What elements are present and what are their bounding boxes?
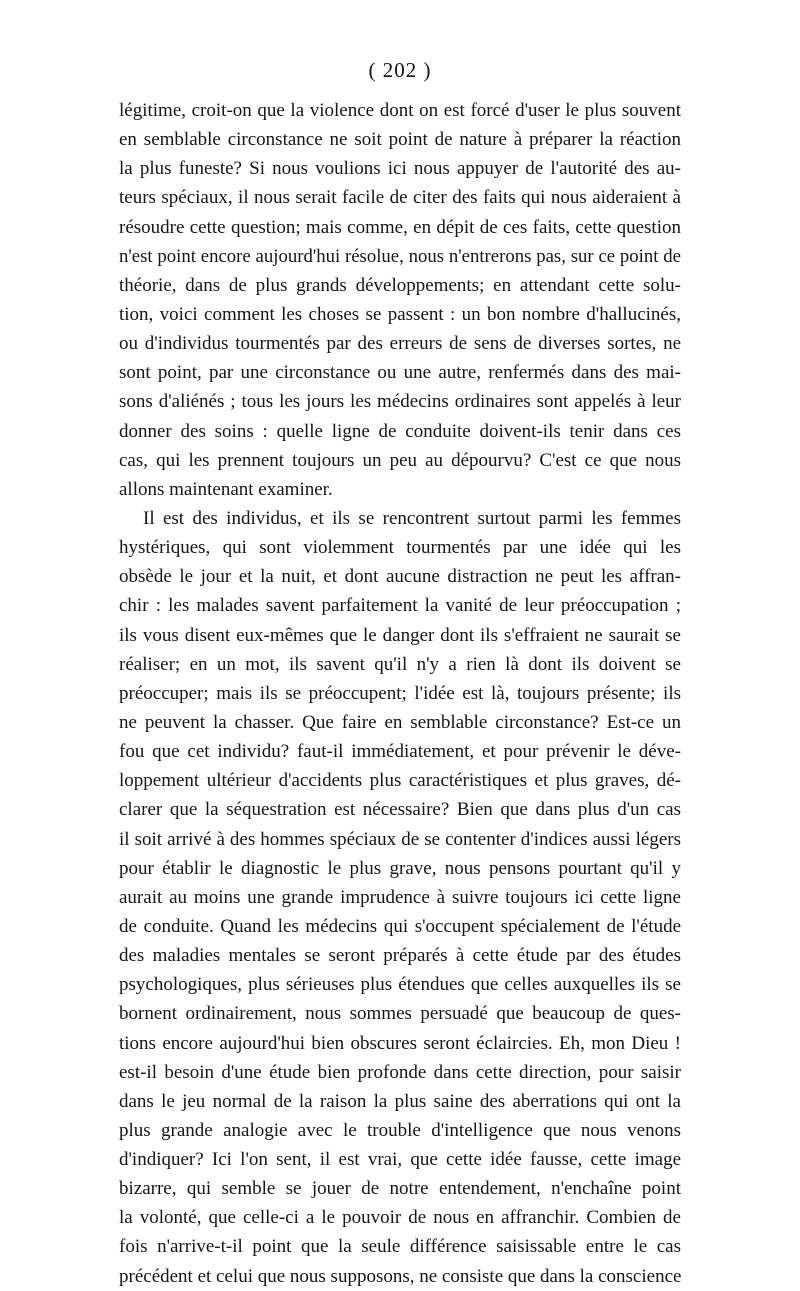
text-line: d'indiquer? Ici l'on sent, il est vrai, que cette idée fausse, cette image (119, 1149, 681, 1171)
text-line: chir : les malades savent parfaitement la vanité de leur préoccupation ; (119, 595, 681, 617)
text-line: n'est point encore aujourd'hui résolue, nous n'entrerons pas, sur ce point de (119, 245, 681, 267)
text-line: hystériques, qui sont violemment tourmentés par une idée qui les (119, 537, 681, 559)
text-line: en semblable circonstance ne soit point de nature à préparer la réaction (119, 129, 681, 151)
text-line: loppement ultérieur d'accidents plus caractéristiques et plus graves, dé- (119, 770, 681, 792)
text-line: est-il besoin d'une étude bien profonde dans cette direction, pour saisir (119, 1061, 681, 1083)
text-line: donner des soins : quelle ligne de conduite doivent-ils tenir dans ces (119, 420, 681, 442)
text-line: légitime, croit-on que la violence dont on est forcé d'user le plus souvent (119, 100, 681, 121)
text-line: teurs spéciaux, il nous serait facile de citer des faits qui nous aideraient à (119, 187, 681, 209)
text-line: bornent ordinairement, nous sommes persuadé que beaucoup de ques- (119, 1003, 681, 1025)
text-line: sont point, par une circonstance ou une autre, renfermés dans des mai- (119, 362, 681, 384)
text-line: psychologiques, plus sérieuses plus étendues que celles auxquelles ils se (119, 974, 681, 996)
text-line: ne peuvent la chasser. Que faire en semblable circonstance? Est-ce un (119, 711, 681, 733)
text-line: la plus funeste? Si nous voulions ici nous appuyer de l'autorité des au- (119, 158, 681, 180)
text-line: dans le jeu normal de la raison la plus saine des aberrations qui ont la (119, 1090, 681, 1112)
paragraph (119, 96, 681, 504)
paragraph (119, 504, 681, 1291)
text-line: plus grande analogie avec le trouble d'intelligence que nous venons (119, 1119, 681, 1141)
text-line: tion, voici comment les choses se passent : un bon nombre d'hallucinés, (119, 303, 681, 325)
text-line: réaliser; en un mot, ils savent qu'il n'y a rien là dont ils doivent se (119, 653, 681, 675)
text-line: ou d'individus tourmentés par des erreurs de sens de diverses sortes, ne (119, 333, 681, 355)
text-line: ils vous disent eux-mêmes que le danger dont ils s'effraient ne saurait se (119, 624, 681, 646)
text-line: des maladies mentales se seront préparés à cette étude par des études (119, 945, 681, 967)
text-line: allons maintenant examiner. (119, 478, 333, 500)
text-line: de conduite. Quand les médecins qui s'occupent spécialement de l'étude (119, 915, 681, 937)
text-line: Il est des individus, et ils se rencontrent surtout parmi les femmes (143, 507, 681, 529)
text-line: obsède le jour et la nuit, et dont aucune distraction ne peut les affran- (119, 566, 681, 588)
text-line: pour établir le diagnostic le plus grave, nous pensons pourtant qu'il y (119, 857, 681, 879)
text-line: précédent et celui que nous supposons, ne consiste que dans la conscience (119, 1265, 681, 1287)
text-line: clarer que la séquestration est nécessaire? Bien que dans plus d'un cas (119, 799, 681, 821)
text-line: tions encore aujourd'hui bien obscures seront éclaircies. Eh, mon Dieu ! (119, 1032, 681, 1054)
text-line: sons d'aliénés ; tous les jours les médecins ordinaires sont appelés à leur (119, 391, 681, 413)
text-line: aurait au moins une grande imprudence à suivre toujours ici cette ligne (119, 886, 681, 908)
text-line: la volonté, que celle-ci a le pouvoir de nous en affranchir. Combien de (119, 1207, 681, 1229)
text-line: bizarre, qui semble se jouer de notre entendement, n'enchaîne point (119, 1178, 681, 1200)
text-line: préoccuper; mais ils se préoccupent; l'idée est là, toujours présente; ils (119, 682, 681, 704)
text-line: fois n'arrive-t-il point que la seule différence saisissable entre le cas (119, 1236, 681, 1258)
text-line: fou que cet individu? faut-il immédiatement, et pour prévenir le déve- (119, 741, 681, 763)
text-line: résoudre cette question; mais comme, en dépit de ces faits, cette question (119, 216, 681, 238)
text-line: cas, qui les prennent toujours un peu au dépourvu? C'est ce que nous (119, 449, 681, 471)
page-number: ( 202 ) (368, 58, 432, 82)
body-text (119, 96, 681, 1291)
text-line: il soit arrivé à des hommes spéciaux de se contenter d'indices aussi légers (119, 828, 681, 850)
text-line: théorie, dans de plus grands développements; en attendant cette solu- (119, 274, 681, 296)
